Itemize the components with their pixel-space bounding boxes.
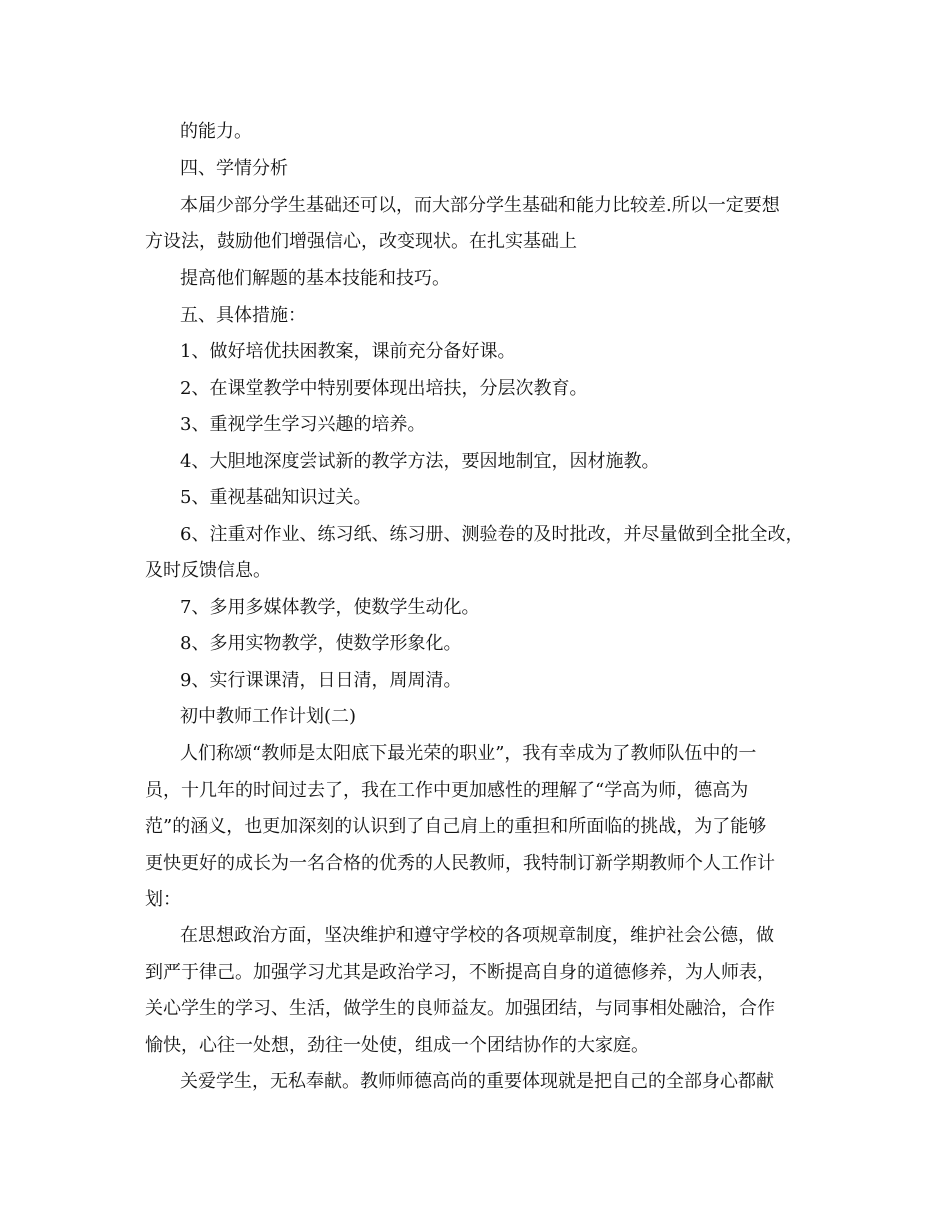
list-item: 3、重视学生学习兴趣的培养。 <box>180 414 426 435</box>
text-line: 在思想政治方面，坚决维护和遵守学校的各项规章制度，维护社会公德，做 <box>180 925 774 946</box>
section-title: 初中教师工作计划(二) <box>180 706 357 727</box>
text-line: 提高他们解题的基本技能和技巧。 <box>180 268 450 289</box>
text-line: 关爱学生，无私奉献。教师师德高尚的重要体现就是把自己的全部身心都献 <box>180 1071 774 1092</box>
text-line: 员，十几年的时间过去了，我在工作中更加感性的理解了“学高为师，德高为 <box>145 780 749 801</box>
list-item: 5、重视基础知识过关。 <box>180 487 372 508</box>
list-item: 7、多用多媒体教学，使数学生动化。 <box>180 597 480 618</box>
text-line: 更快更好的成长为一名合格的优秀的人民教师，我特制订新学期教师个人工作计 <box>145 853 775 874</box>
text-line: 愉快，心往一处想，劲往一处使，组成一个团结协作的大家庭。 <box>145 1035 649 1056</box>
section-heading: 四、学情分析 <box>180 158 288 179</box>
text-line: 方设法，鼓励他们增强信心，改变现状。在扎实基础上 <box>145 231 577 252</box>
text-line: 划： <box>145 889 181 910</box>
text-line: 关心学生的学习、生活，做学生的良师益友。加强团结，与同事相处融洽，合作 <box>145 998 775 1019</box>
text-line: 的能力。 <box>180 121 252 142</box>
text-line: 及时反馈信息。 <box>145 560 271 581</box>
list-item: 2、在课堂教学中特别要体现出培扶，分层次教育。 <box>180 378 588 399</box>
text-line: 范”的涵义，也更加深刻的认识到了自己肩上的重担和所面临的挑战，为了能够 <box>145 816 767 837</box>
text-line: 本届少部分学生基础还可以，而大部分学生基础和能力比较差.所以一定要想 <box>180 195 780 216</box>
list-item: 4、大胆地深度尝试新的教学方法，要因地制宜，因材施教。 <box>180 451 660 472</box>
list-item: 1、做好培优扶困教案，课前充分备好课。 <box>180 341 516 362</box>
section-heading: 五、具体措施： <box>180 305 306 326</box>
text-line: 人们称颂“教师是太阳底下最光荣的职业”，我有幸成为了教师队伍中的一 <box>180 743 757 764</box>
list-item: 8、多用实物教学，使数学形象化。 <box>180 633 462 654</box>
text-line: 到严于律己。加强学习尤其是政治学习，不断提高自身的道德修养，为人师表， <box>145 962 775 983</box>
list-item: 6、注重对作业、练习纸、练习册、测验卷的及时批改，并尽量做到全批全改， <box>180 524 804 545</box>
list-item: 9、实行课课清，日日清，周周清。 <box>180 670 462 691</box>
